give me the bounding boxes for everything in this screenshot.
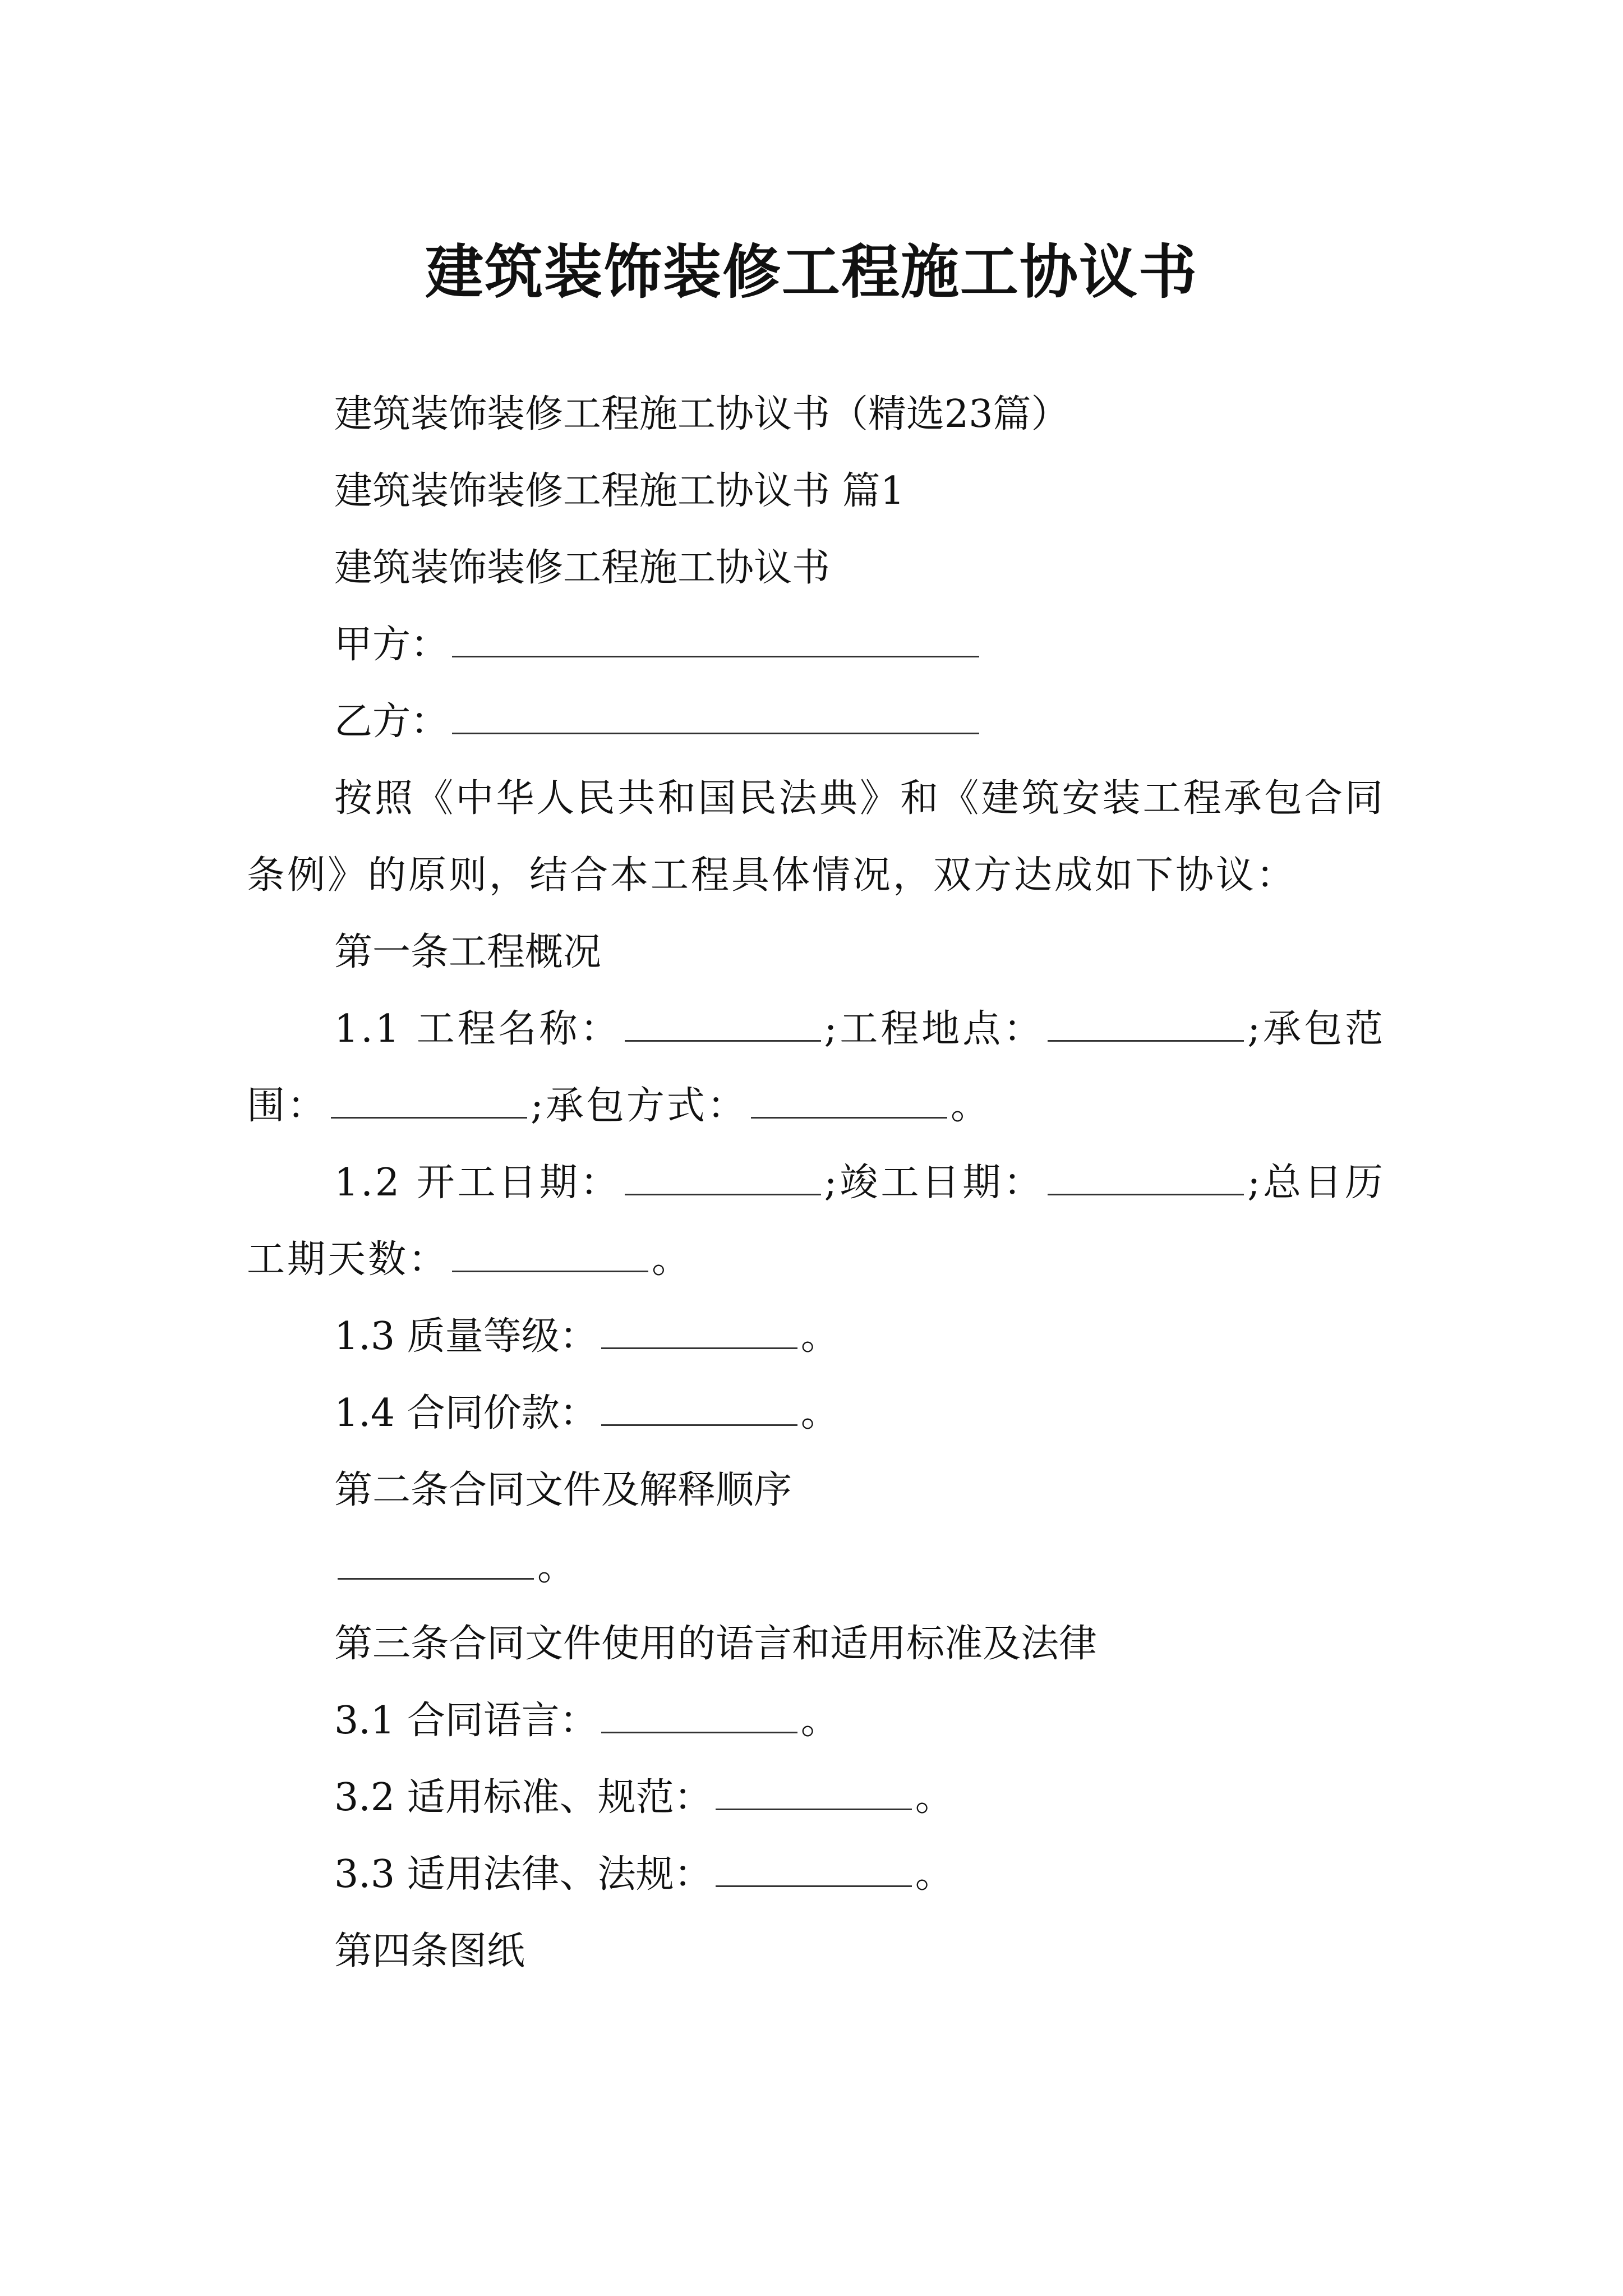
fill-in-blank [601,1698,797,1733]
paragraph-text: 。 [800,1391,839,1435]
paragraph [247,683,1385,760]
fill-in-blank [452,1237,648,1272]
paragraph-text: ;工程地点： [824,1007,1045,1051]
paragraph-text: 3.2 适用标准、规范： [334,1775,712,1820]
paragraph-text: 。 [537,1545,576,1589]
paragraph-text: 1.4 合同价款： [334,1391,598,1435]
paragraph-text: 甲方： [334,623,449,667]
paragraph [247,991,1385,1144]
document-body [247,376,1385,1990]
paragraph-text: 。 [652,1237,693,1282]
paragraph [247,1452,1385,1529]
paragraph [247,760,1385,914]
fill-in-blank [338,1544,534,1580]
paragraph-text: 1.2 开工日期： [334,1161,621,1205]
fill-in-blank [1048,1006,1244,1042]
paragraph [247,1605,1385,1682]
paragraph-text: 建筑装饰装修工程施工协议书 篇1 [334,469,905,513]
paragraph [247,1298,1385,1375]
paragraph-text: ;总日历工期天数： [247,1161,1385,1282]
paragraph-text: 3.3 适用法律、法规： [334,1852,712,1897]
fill-in-blank [601,1314,797,1349]
paragraph [247,1913,1385,1990]
paragraph-text: 乙方： [334,700,449,744]
paragraph [247,606,1385,683]
paragraph-text: 。 [800,1699,839,1743]
paragraph-text: 第一条工程概况 [334,930,602,974]
paragraph-text: 第三条合同文件使用的语言和适用标准及法律 [334,1622,1098,1666]
fill-in-blank [1048,1160,1244,1195]
fill-in-blank [625,1160,821,1195]
paragraph-text: 建筑装饰装修工程施工协议书 [334,546,831,590]
document-title: 建筑装饰装修工程施工协议书 [425,237,1198,306]
paragraph-text: ;竣工日期： [824,1161,1045,1205]
paragraph-text: 建筑装饰装修工程施工协议书（精选23篇） [334,392,1069,436]
paragraph-text: 。 [950,1084,991,1128]
paragraph-text: 1.3 质量等级： [334,1314,598,1359]
paragraph-text: 第二条合同文件及解释顺序 [334,1468,792,1512]
paragraph [247,1375,1385,1452]
fill-in-blank [452,699,979,734]
fill-in-blank [331,1083,527,1119]
paragraph [247,1529,1385,1605]
fill-in-blank [751,1083,947,1119]
paragraph-text: ;承包方式： [531,1084,748,1128]
paragraph-text: 按照《中华人民共和国民法典》和《建筑安装工程承包合同条例》的原则，结合本工程具体情况，双方达成如下协议： [247,776,1385,898]
fill-in-blank [716,1852,912,1887]
paragraph-text: 3.1 合同语言： [334,1699,598,1743]
paragraph [247,1682,1385,1759]
fill-in-blank [625,1006,821,1042]
paragraph-text: 。 [915,1775,953,1820]
paragraph [247,1836,1385,1913]
paragraph-text: 1.1 工程名称： [334,1007,621,1051]
paragraph-text: ;承包范围： [247,1007,1385,1128]
paragraph-text: 。 [915,1852,953,1897]
paragraph [247,1759,1385,1836]
paragraph [247,453,1385,530]
fill-in-blank [601,1391,797,1426]
paragraph-text: 第四条图纸 [334,1929,525,1973]
paragraph [247,1144,1385,1298]
fill-in-blank [716,1775,912,1810]
paragraph [247,376,1385,453]
paragraph [247,914,1385,991]
fill-in-blank [452,622,979,657]
paragraph-text: 。 [800,1314,839,1359]
paragraph [247,530,1385,606]
